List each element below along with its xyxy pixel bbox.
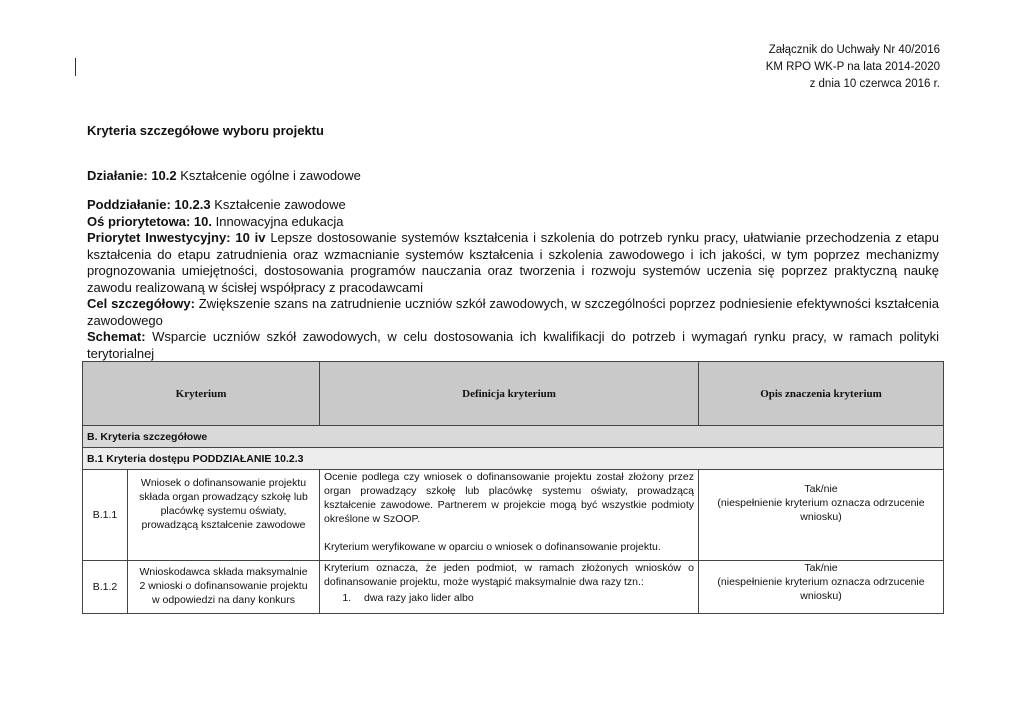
section-row	[83, 426, 944, 448]
subsection-row	[83, 448, 944, 470]
os-label: Oś priorytetowa:	[87, 213, 191, 229]
poddzialanie-code: 10.2.3	[174, 197, 211, 212]
section-title: B. Kryteria szczegółowe	[83, 426, 944, 448]
priorytet-label: Priorytet Inwestycyjny:	[87, 230, 231, 245]
poddzialanie-label: Poddziałanie:	[87, 197, 171, 212]
subsection-title: B.1 Kryteria dostępu PODDZIAŁANIE 10.2.3	[83, 448, 944, 470]
program-details	[87, 197, 939, 362]
header-kryterium: Kryterium	[83, 362, 320, 426]
dzialanie-line	[87, 168, 939, 185]
priorytet-line	[87, 230, 939, 296]
priorytet-code: 10 iv	[235, 230, 266, 245]
definition-paragraph: Ocenie podlega czy wniosek o dofinansowanie projektu został złożony przez organ prowadzący szkołę lub placówkę systemu oświaty, prowadzącą kształcenie zawodowe. Partnerem w projekcie mogą być wszystkie podmioty określone w SzOOP.	[324, 471, 695, 525]
criterion-name-line: w odpowiedzi na dany konkurs	[152, 594, 296, 606]
significance-value: Tak/nie	[804, 562, 838, 574]
annex-line-3: z dnia 10 czerwca 2016 r.	[809, 78, 940, 90]
criteria-table	[82, 361, 944, 614]
criterion-definition	[320, 470, 699, 561]
poddzialanie-line	[87, 197, 939, 214]
schemat-text: Wsparcie uczniów szkół zawodowych, w celu dostosowania ich kwalifikacji do potrzeb i wymagań rynku pracy, w ramach polityki terytorialnej	[87, 329, 939, 361]
cel-label: Cel szczegółowy:	[87, 296, 195, 311]
criterion-number: B.1.1	[83, 470, 128, 561]
dzialanie-code: 10.2	[151, 168, 177, 183]
definition-list	[324, 591, 694, 605]
criterion-name	[128, 561, 320, 614]
table-row	[83, 470, 944, 561]
definition-paragraph: Kryterium oznacza, że jeden podmiot, w ramach złożonych wniosków o dofinansowanie projektu, może wystąpić maksymalnie dwa razy tzn.:	[324, 562, 695, 588]
significance-note: (niespełnienie kryterium oznacza odrzucenie wniosku)	[717, 497, 925, 523]
definition-list-item: 1. dwa razy jako lider albo	[354, 591, 694, 605]
significance-value: Tak/nie	[804, 483, 838, 495]
schemat-line	[87, 329, 939, 362]
text-cursor	[75, 58, 76, 76]
annex-line-1: Załącznik do Uchwały Nr 40/2016	[768, 44, 940, 56]
definition-paragraph: Kryterium weryfikowane w oparciu o wniosek o dofinansowanie projektu.	[324, 541, 661, 553]
criterion-definition	[320, 561, 699, 614]
criterion-name-line: 2 wnioski o dofinansowanie projektu	[139, 580, 308, 592]
os-code: 10.	[193, 213, 212, 229]
os-line	[87, 214, 939, 231]
criterion-name: Wniosek o dofinansowanie projektu składa organ prowadzący szkołę lub placówkę systemu oświaty, prowadzącą kształcenie zawodowe	[128, 470, 320, 561]
table-header-row	[83, 362, 944, 426]
table-row	[83, 561, 944, 614]
criterion-number: B.1.2	[83, 561, 128, 614]
dzialanie-label: Działanie:	[87, 168, 148, 183]
criterion-name-line: Wnioskodawca składa maksymalnie	[139, 566, 308, 578]
document-title: Kryteria szczegółowe wyboru projektu	[87, 123, 324, 138]
priorytet-text: Lepsze dostosowanie systemów kształcenia i szkolenia do potrzeb rynku pracy, ułatwianie przechodzenia z etapu kształcenia do etapu zatrudnienia oraz wzmacnianie systemów kształcenia i szkolenia zawodowego i ich jakości, w tym poprzez mechanizmy prognozowania umiejętności, dostosowania programów nauczania oraz tworzenia i rozwoju systemów uczenia się poprzez praktyczną naukę zawodu realizowaną w ścisłej współpracy z pracodawcami	[87, 230, 939, 295]
dzialanie-text: Kształcenie ogólne i zawodowe	[176, 168, 361, 183]
cel-line	[87, 296, 939, 329]
criterion-significance	[699, 561, 944, 614]
annex-header	[766, 42, 940, 93]
header-opis: Opis znaczenia kryterium	[699, 362, 944, 426]
significance-note: (niespełnienie kryterium oznacza odrzucenie wniosku)	[717, 576, 925, 602]
os-text: Innowacyjna edukacja	[212, 213, 344, 229]
schemat-label: Schemat:	[87, 329, 146, 344]
cel-text: Zwiększenie szans na zatrudnienie uczniów szkół zawodowych, w szczególności poprzez podniesienie efektywności kształcenia zawodowego	[87, 296, 939, 328]
poddzialanie-text: Kształcenie zawodowe	[210, 197, 346, 212]
annex-line-2: KM RPO WK-P na lata 2014-2020	[765, 61, 940, 73]
header-definicja: Definicja kryterium	[320, 362, 699, 426]
criterion-significance	[699, 470, 944, 561]
